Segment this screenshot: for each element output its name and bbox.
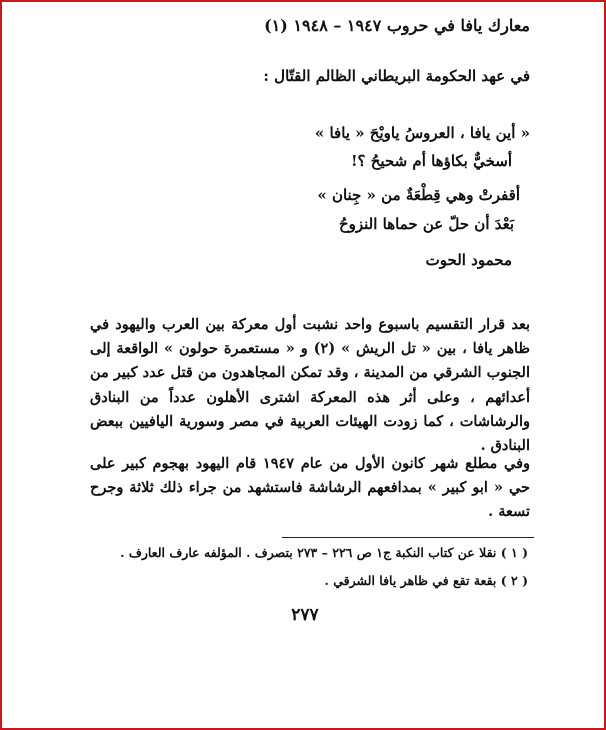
section-subtitle: في عهد الحكومة البريطاني الظالم القتّال : (263, 67, 530, 85)
poem-line-1: « أين يافا ، العروسُ ياويْحَ « يافا » (314, 124, 530, 142)
chapter-header: معارك يافا في حروب ١٩٤٧ – ١٩٤٨ (١) (264, 16, 530, 35)
poet-name: محمود الحوت (425, 251, 512, 269)
paragraph-2: وفي مطلع شهر كانون الأول من عام ١٩٤٧ قام اليهود بهجوم كبير على حي « ابو كبير » بمدافعهم الرشاشة فاستشهد من جراء ذلك ثلاثة وجرح تسعة . (90, 455, 530, 521)
footnote-1: ( ١ ) نقلا عن كتاب النكبة ج١ ص ٢٢٦ – ٢٧٣ بتصرف . المؤلفه عارف العارف . (120, 545, 528, 560)
paragraph-1: بعد قرار التقسيم باسبوع واحد نشبت أول معركة بين العرب واليهود في ظاهر يافا ، بين « تل الريش » (٢) و « مستعمرة حولون » الواقعة إلى الجنوب الشرقي من المدينة ، وقد تمكن المجاهدون من قتل عدد كبير من أعدائهم ، وعلى أثر هذه المعركة اشترى الأهلون عدداً من البنادق والرشاشات ، كما زودت الهيئات العربية في مصر وسورية اليافيين ببعض البنادق . (90, 316, 530, 455)
poem-line-2: أسخيٌّ بكاؤها أم شحيحُ ؟! (350, 152, 512, 170)
footnote-divider (282, 537, 534, 538)
page-number: ٢٧٧ (291, 605, 319, 625)
poem-line-3: أقفرتْ وهي قِطْعَةٌ من « جِنان » (317, 186, 520, 204)
poem-line-4: بَعْدَ أن حلّ عن حماها النزوحُ (338, 215, 514, 233)
footnote-2: ( ٢ ) بقعة تقع في ظاهر يافا الشرقي . (324, 573, 528, 588)
